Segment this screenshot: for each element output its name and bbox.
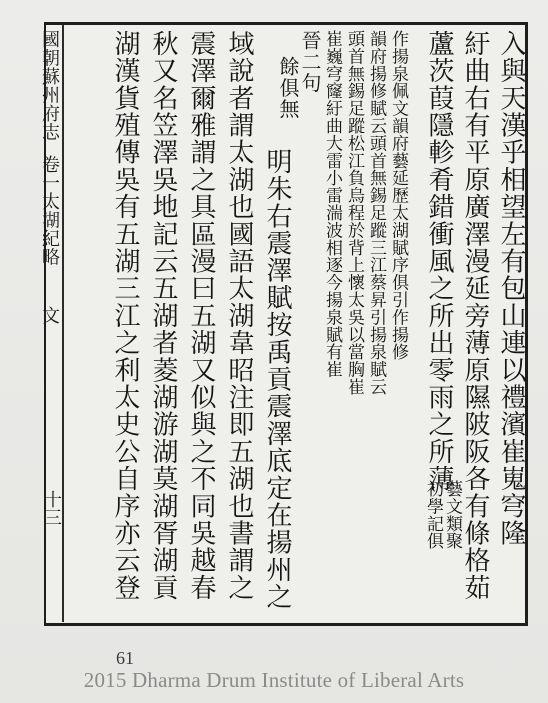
text-column: 震澤爾雅謂之具區漫曰五湖又似與之不同吳越春 xyxy=(186,30,216,602)
text-column: 域說者謂太湖也國語太湖韋昭注即五湖也書謂之 xyxy=(224,30,254,602)
margin-section: 文 xyxy=(39,306,60,325)
annotation-column: 頭首無錫足蹤松江負烏程於背上懷太吳以當胸崔 xyxy=(344,30,364,396)
annotation-column: 崔巍穹窿紆曲大雷小雷湍波相逐今揚泉賦有崔 xyxy=(322,30,342,378)
annotation-column: 藝文類聚 xyxy=(442,480,462,550)
text-column: 入與天漢乎相望左有包山連以禮濱崔嵬穹隆 xyxy=(496,30,526,547)
text-column: 晉二句 xyxy=(298,30,322,94)
margin-rule xyxy=(62,25,64,622)
text-column: 蘆茨葭隱軫肴錯衝風之所出零雨之所薄 xyxy=(424,30,454,493)
margin-page-number: 十三 xyxy=(41,490,62,526)
margin-book-title: 國朝蘇州府志 xyxy=(39,30,60,141)
text-column: 紆曲右有平原廣澤漫延旁薄原隰陂阪各有條格茹 xyxy=(460,30,490,602)
text-column: 秋又名笠澤吳地記云五湖者菱湖游湖莫湖胥湖貢 xyxy=(148,30,178,602)
copyright-watermark: 2015 Dharma Drum Institute of Liberal Arts xyxy=(83,668,465,692)
annotation-column: 韻府揚修賦云頭首無錫足蹤三江蔡昇引揚泉賦云 xyxy=(366,30,386,396)
annotation-column: 初學記俱 xyxy=(423,480,443,550)
page-folio-number: 61 xyxy=(116,648,134,668)
text-column: 明朱右震澤賦按禹貢震澤底定在揚州之 xyxy=(262,148,292,611)
text-column: 餘俱無 xyxy=(276,56,300,120)
text-column: 湖漢貨殖傳吳有五湖三江之利太史公自序亦云登 xyxy=(110,30,140,602)
margin-header xyxy=(39,30,62,325)
margin-chapter: 卷一太湖紀略 xyxy=(39,155,60,266)
annotation-column: 作揚泉佩文韻府藝延歷太湖賦序俱引作揚修 xyxy=(388,30,408,361)
